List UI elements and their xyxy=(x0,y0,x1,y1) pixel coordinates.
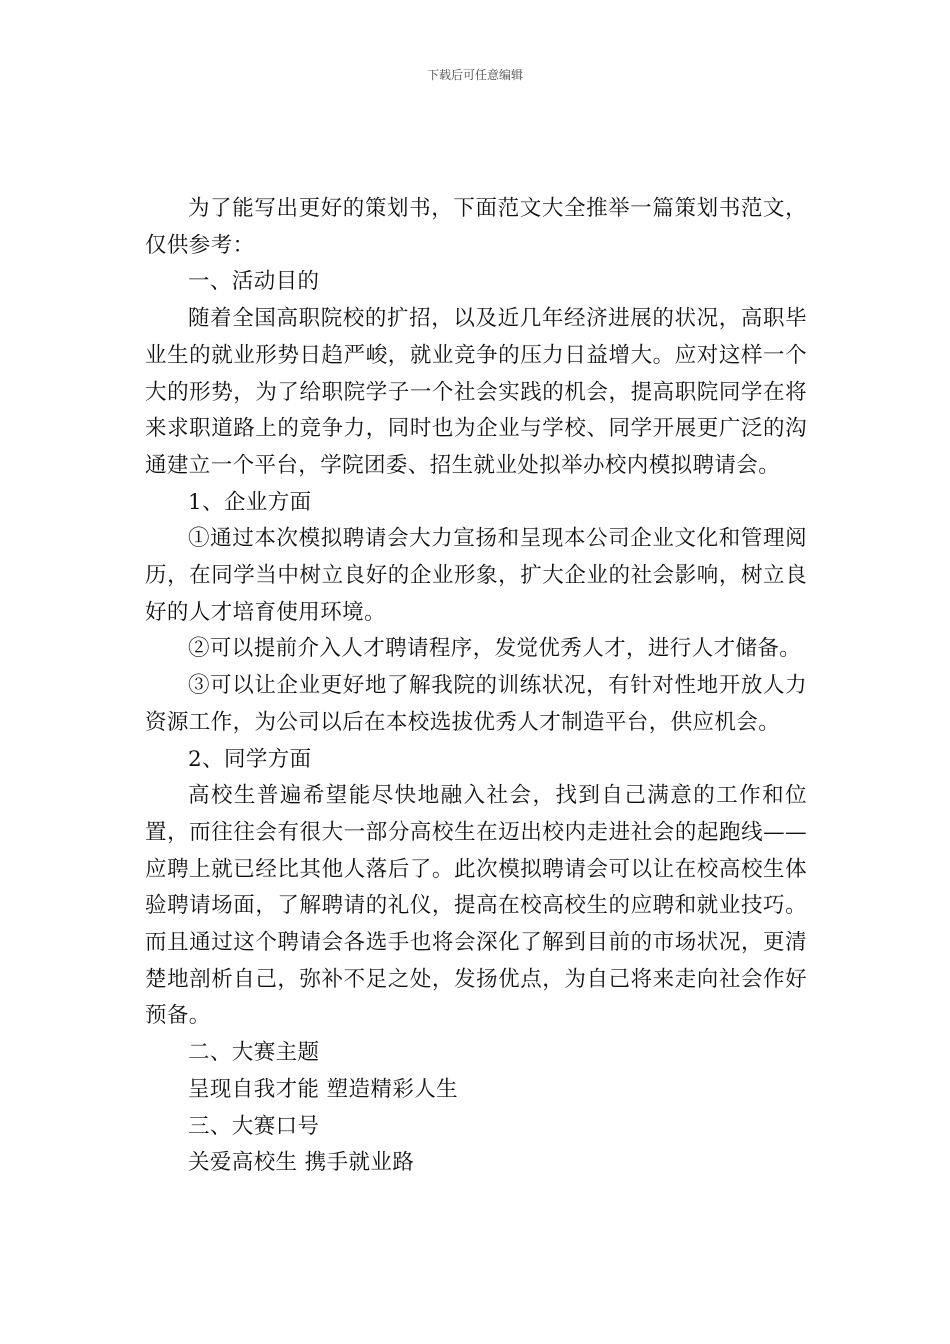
purpose-paragraph: 随着全国高职院校的扩招，以及近几年经济进展的状况，高职毕业生的就业形势日趋严峻，就业竞争的压力日益增大。应对这样一个大的形势，为了给职院学子一个社会实践的机会，提高职院同学在将来求职道路上的竞争力，同时也为企业与学校、同学开展更广泛的沟通建立一个平台，学院团委、招生就业处拟举办校内模拟聘请会。 xyxy=(145,306,807,478)
section-heading-slogan: 三、大赛口号 xyxy=(188,1113,320,1139)
intro-paragraph: 为了能写出更好的策划书，下面范文大全推举一篇策划书范文，仅供参考： xyxy=(145,196,807,258)
enterprise-item-3: ③可以让企业更好地了解我院的训练状况，有针对性地开放人力资源工作，为公司以后在本校选拔优秀人才制造平台，供应机会。 xyxy=(145,673,807,735)
enterprise-item-1: ①通过本次模拟聘请会大力宣扬和呈现本公司企业文化和管理阅历，在同学当中树立良好的企业形象，扩大企业的社会影响，树立良好的人才培育使用环境。 xyxy=(145,526,807,625)
subsection-heading-enterprise: 1、企业方面 xyxy=(188,489,312,515)
students-paragraph: 高校生普遍希望能尽快地融入社会，找到自己满意的工作和位置，而往往会有很大一部分高校生在迈出校内走进社会的起跑线——应聘上就已经比其他人落后了。此次模拟聘请会可以让在校高校生体验聘请场面，了解聘请的礼仪，提高在校高校生的应聘和就业技巧。而且通过这个聘请会各选手也将会深化了解到目前的市场状况，更清楚地剖析自己，弥补不足之处，发扬优点，为自己将来走向社会作好预备。 xyxy=(145,783,807,1029)
section-heading-theme: 二、大赛主题 xyxy=(188,1040,320,1066)
theme-text: 呈现自我才能 塑造精彩人生 xyxy=(188,1076,459,1102)
enterprise-item-2: ②可以提前介入人才聘请程序，发觉优秀人才，进行人才储备。 xyxy=(188,636,802,662)
slogan-text: 关爱高校生 携手就业路 xyxy=(188,1150,415,1176)
page-header-note: 下载后可任意编辑 xyxy=(426,68,523,82)
subsection-heading-students: 2、同学方面 xyxy=(188,746,312,772)
section-heading-activity-purpose: 一、活动目的 xyxy=(188,269,320,295)
document-body xyxy=(145,191,807,1182)
